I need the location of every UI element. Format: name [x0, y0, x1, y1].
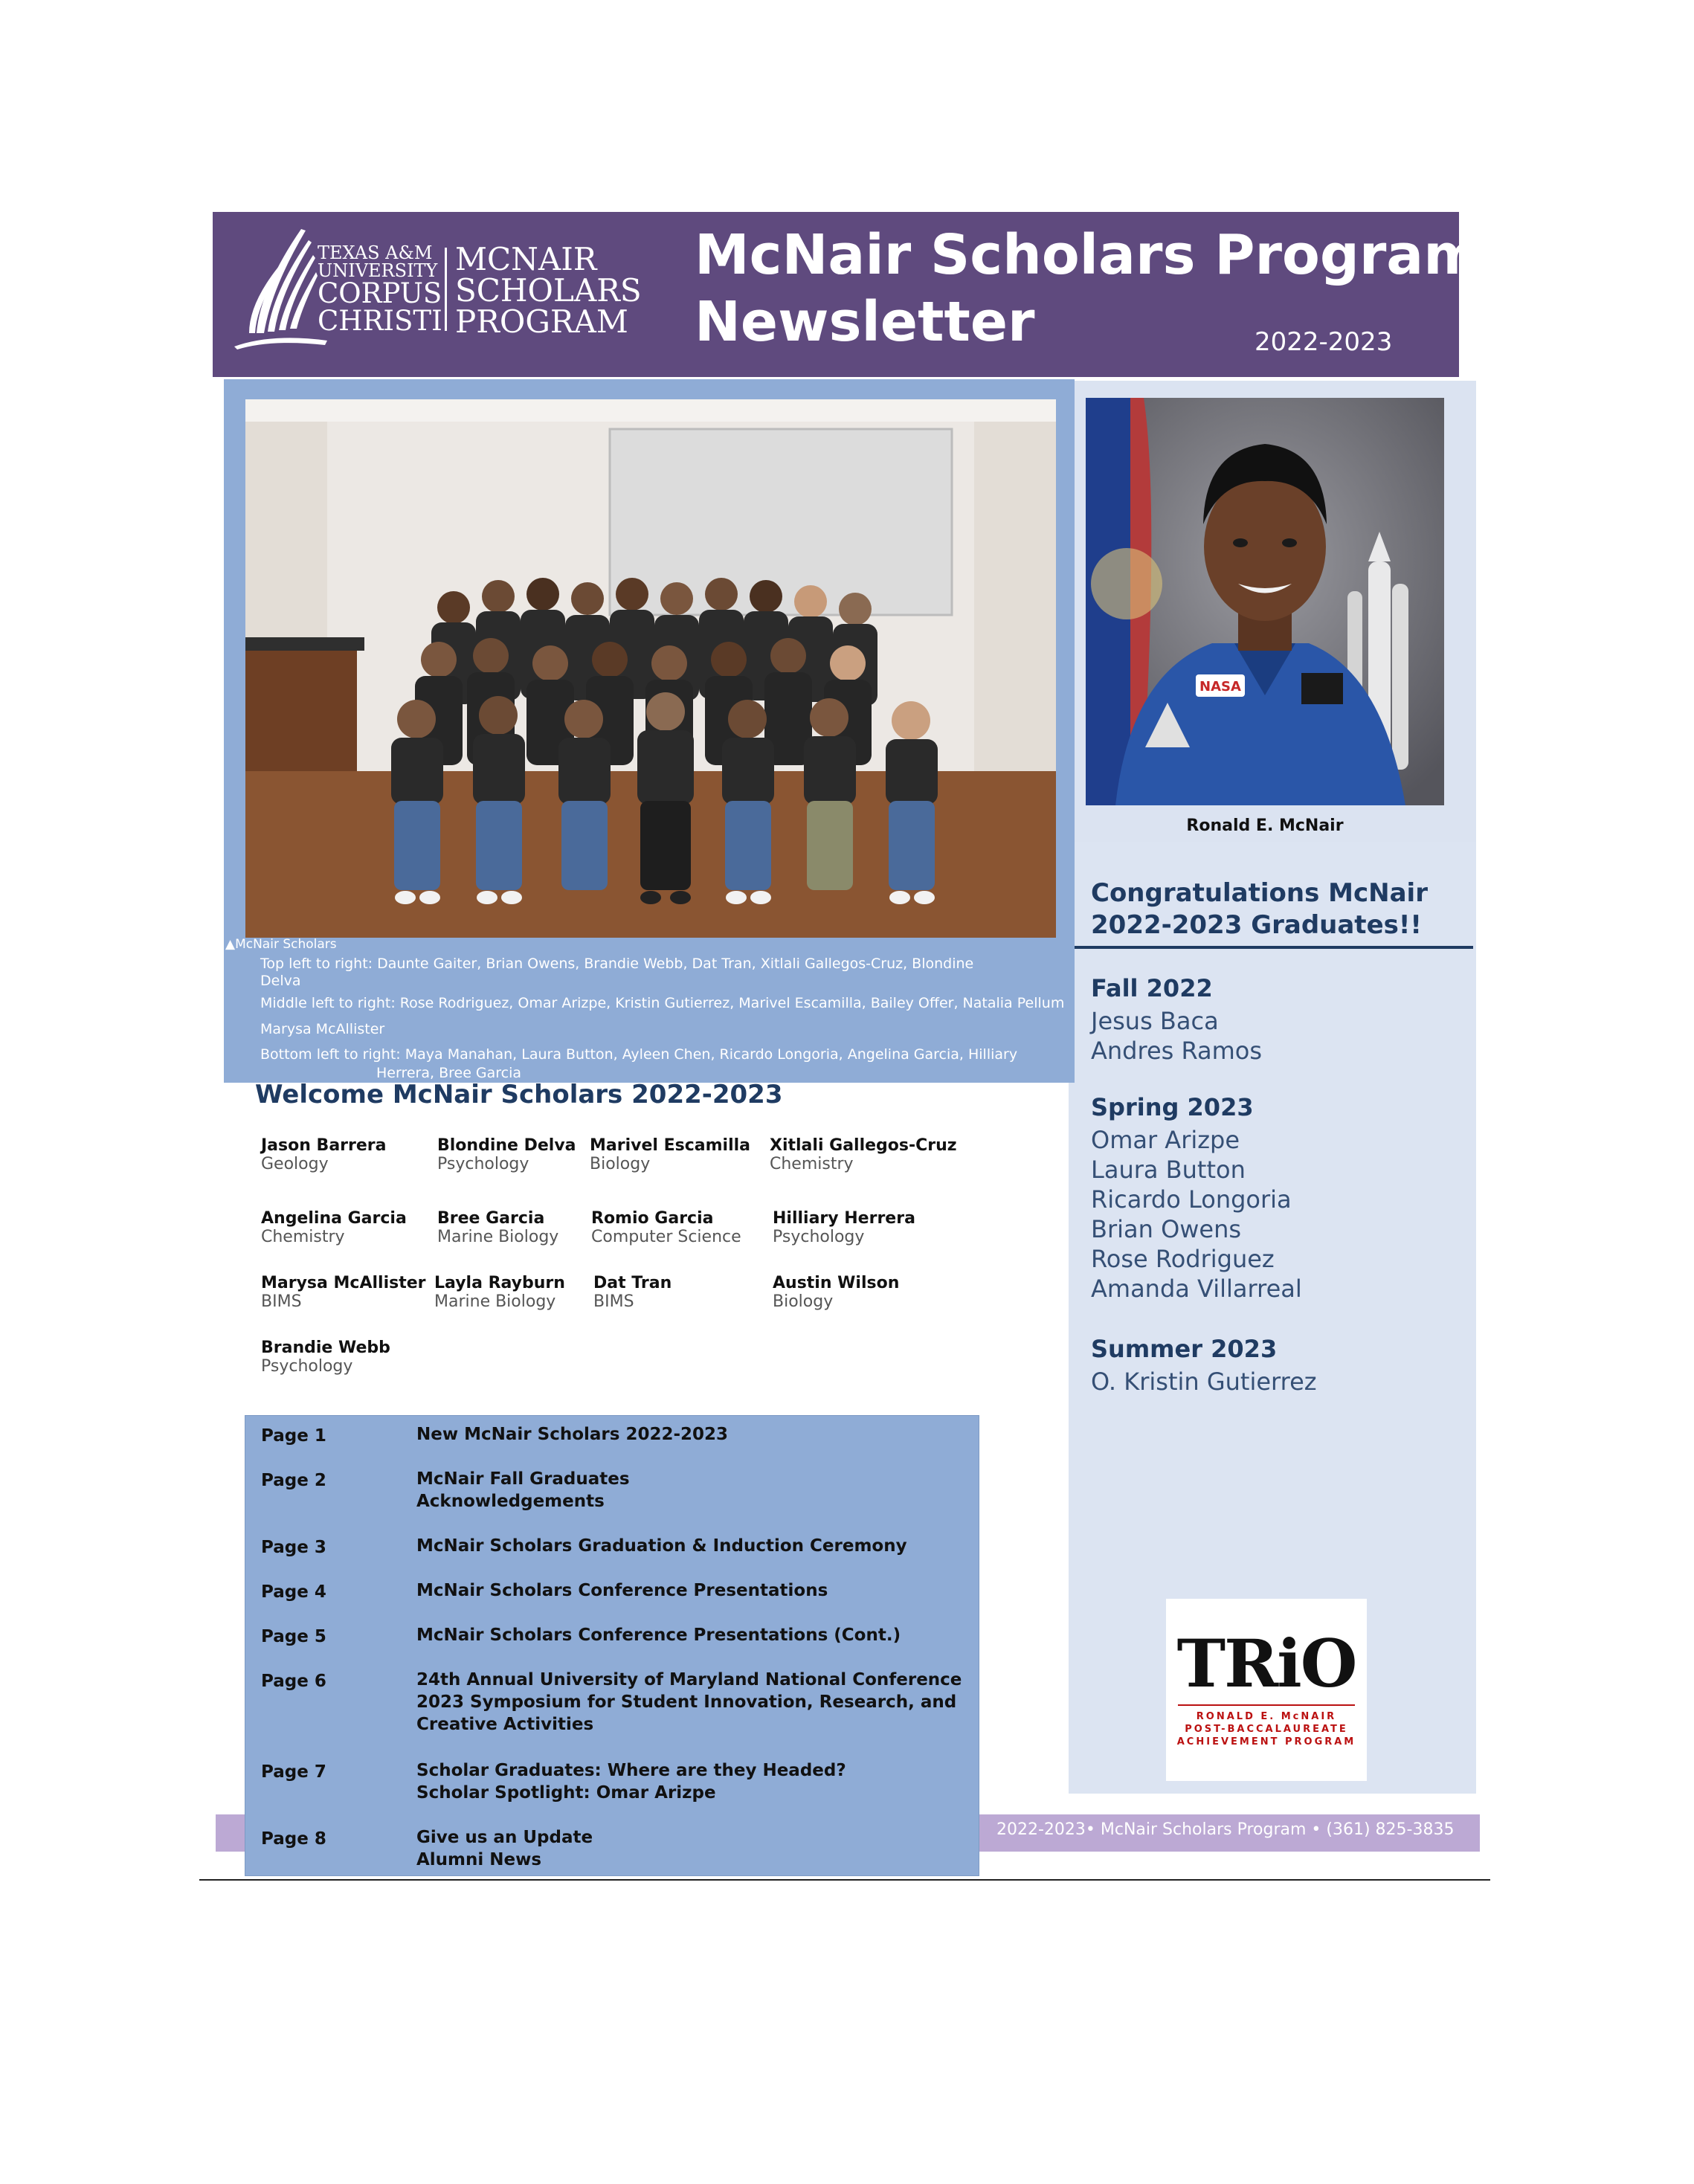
trio-subtitle: [1166, 1710, 1367, 1748]
graduate-name: Omar Arizpe: [1091, 1126, 1240, 1154]
scholar-name: Jason Barrera: [261, 1136, 387, 1155]
caption-title-text: McNair Scholars: [235, 937, 337, 952]
toc-entry-title: [416, 1468, 630, 1513]
scholar-entry: [773, 1274, 899, 1311]
scholar-name: Marysa McAllister: [261, 1274, 426, 1292]
logo-university-line-1: TEXAS A&M: [318, 242, 433, 263]
bottom-rule: [199, 1879, 1490, 1881]
footer-contact: 2022-2023• McNair Scholars Program • (361) 825-3835: [996, 1820, 1455, 1839]
toc-title-line: McNair Scholars Conference Presentations: [416, 1581, 828, 1600]
scholar-entry: [434, 1274, 565, 1311]
scholar-major: Psychology: [261, 1357, 353, 1376]
scholar-name: Angelina Garcia: [261, 1209, 407, 1228]
scholar-name: Xitlali Gallegos-Cruz: [770, 1136, 957, 1155]
group-photo-mcnair-scholars: [245, 399, 1056, 938]
graduate-name: Ricardo Longoria: [1091, 1185, 1292, 1214]
graduate-name: Jesus Baca: [1091, 1007, 1219, 1035]
toc-title-line: Alumni News: [416, 1850, 542, 1869]
toc-entry-title: [416, 1624, 901, 1646]
scholar-entry: [261, 1339, 390, 1376]
logo-university-line-4: CHRISTI: [318, 305, 442, 337]
ronald-mcnair-photo: [1086, 398, 1444, 805]
scholar-entry: [261, 1209, 407, 1246]
trio-wordmark: TRiO: [1176, 1625, 1356, 1702]
toc-title-line: McNair Scholars Graduation & Induction Ceremony: [416, 1536, 907, 1556]
toc-title-line: McNair Fall Graduates: [416, 1469, 630, 1489]
newsletter-title-line-2: Newsletter: [695, 290, 1035, 354]
graduate-list-fall-2022: [1091, 1006, 1262, 1066]
toc-page-number: Page 6: [261, 1672, 326, 1691]
trio-rule: [1178, 1704, 1355, 1706]
caption-line-4: Marysa McAllister: [260, 1021, 385, 1037]
toc-entry-title: [416, 1669, 962, 1736]
toc-page-number: Page 8: [261, 1829, 326, 1849]
graduate-name: Rose Rodriguez: [1091, 1245, 1275, 1273]
toc-entry-title: [416, 1826, 593, 1871]
trio-logo: [1166, 1599, 1367, 1781]
scholar-major: Marine Biology: [437, 1228, 559, 1246]
caption-line-2: Delva: [260, 973, 301, 989]
semester-heading-spring-2023: Spring 2023: [1091, 1093, 1254, 1121]
program-name: [455, 241, 642, 340]
scholar-entry: [437, 1209, 558, 1246]
graduate-list-summer-2023: [1091, 1367, 1317, 1397]
scholar-name: Marivel Escamilla: [590, 1136, 750, 1155]
scholar-entry: [590, 1136, 750, 1173]
photo-caption-title: [225, 937, 337, 952]
toc-title-line: 24th Annual University of Maryland National Conference: [416, 1670, 962, 1689]
scholar-name: Blondine Delva: [437, 1136, 576, 1155]
scholar-major: Psychology: [437, 1155, 529, 1173]
graduate-name: Brian Owens: [1091, 1215, 1242, 1243]
scholar-major: Marine Biology: [434, 1292, 556, 1311]
scholar-major: Chemistry: [261, 1228, 345, 1246]
toc-title-line: Give us an Update: [416, 1828, 593, 1847]
congrats-divider: [1072, 946, 1473, 949]
caption-line-6: Herrera, Bree Garcia: [376, 1065, 522, 1081]
toc-title-line: 2023 Symposium for Student Innovation, Research, and: [416, 1692, 957, 1712]
scholar-major: BIMS: [593, 1292, 634, 1311]
scholar-name: Hilliary Herrera: [773, 1209, 915, 1228]
logo-program-line-1: MCNAIR: [455, 241, 597, 277]
scholar-major: BIMS: [261, 1292, 302, 1311]
scholar-name: Austin Wilson: [773, 1274, 900, 1292]
scholar-major: Geology: [261, 1155, 329, 1173]
toc-entry-title: [416, 1535, 907, 1557]
graduate-name: O. Kristin Gutierrez: [1091, 1368, 1317, 1396]
toc-entry-title: [416, 1759, 846, 1804]
scholar-major: Psychology: [773, 1228, 865, 1246]
scholar-major: Computer Science: [591, 1228, 741, 1246]
congrats-line-1: Congratulations McNair: [1091, 878, 1428, 908]
scholar-entry: [591, 1209, 741, 1246]
trio-subtitle-line-3: ACHIEVEMENT PROGRAM: [1176, 1736, 1356, 1747]
toc-title-line: McNair Scholars Conference Presentations (Cont.): [416, 1626, 901, 1645]
toc-page-number: Page 4: [261, 1582, 326, 1602]
svg-text:NASA: NASA: [1199, 679, 1241, 695]
toc-title-line: New McNair Scholars 2022-2023: [416, 1425, 729, 1444]
logo-program-line-2: SCHOLARS: [455, 272, 642, 309]
logo-divider: [445, 248, 447, 331]
graduate-name: Andres Ramos: [1091, 1037, 1263, 1065]
triangle-up-icon: ▲: [225, 937, 236, 952]
scholar-major: Chemistry: [770, 1155, 854, 1173]
toc-page-number: Page 2: [261, 1471, 326, 1490]
university-name: [318, 244, 440, 335]
toc-page-number: Page 5: [261, 1627, 326, 1646]
caption-line-3: Middle left to right: Rose Rodriguez, Omar Arizpe, Kristin Gutierrez, Marivel Escamilla, Bailey Offer, Natalia Pellum: [260, 995, 1065, 1011]
logo-university-line-3: CORPUS: [318, 277, 442, 309]
toc-page-number: Page 3: [261, 1538, 326, 1557]
scholar-name: Romio Garcia: [591, 1209, 714, 1228]
scholar-entry: [593, 1274, 672, 1311]
scholar-name: Dat Tran: [593, 1274, 672, 1292]
scholar-major: Biology: [773, 1292, 834, 1311]
graduate-name: Laura Button: [1091, 1156, 1246, 1184]
scholar-entry: [773, 1209, 915, 1246]
mcnair-photo-caption: Ronald E. McNair: [1186, 816, 1344, 835]
graduate-name: Amanda Villarreal: [1091, 1275, 1302, 1303]
logo-university-line-2: UNIVERSITY: [318, 260, 438, 281]
scholar-entry: [770, 1136, 957, 1173]
newsletter-title-line-1: McNair Scholars Program: [695, 223, 1481, 287]
caption-line-1: Top left to right: Daunte Gaiter, Brian Owens, Brandie Webb, Dat Tran, Xitlali Gallegos-Cruz, Blondine: [260, 956, 974, 972]
toc-title-line: Acknowledgements: [416, 1492, 605, 1511]
tamucc-mcnair-logo: [227, 222, 658, 352]
caption-line-5: Bottom left to right: Maya Manahan, Laura Button, Ayleen Chen, Ricardo Longoria, Angelina Garcia, Hilliary: [260, 1046, 1018, 1063]
trio-subtitle-line-1: RONALD E. McNAIR: [1196, 1711, 1337, 1722]
graduate-list-spring-2023: [1091, 1125, 1302, 1304]
scholar-entry: [437, 1136, 576, 1173]
logo-program-line-3: PROGRAM: [455, 303, 628, 340]
scholar-major: Biology: [590, 1155, 651, 1173]
toc-title-line: Scholar Graduates: Where are they Headed?: [416, 1761, 846, 1780]
wing-logo-icon: [227, 222, 331, 352]
toc-page-number: Page 1: [261, 1426, 326, 1446]
congrats-line-2: 2022-2023 Graduates!!: [1091, 909, 1422, 940]
welcome-heading: Welcome McNair Scholars 2022-2023: [255, 1080, 783, 1109]
scholar-name: Brandie Webb: [261, 1339, 390, 1357]
toc-page-number: Page 7: [261, 1762, 326, 1782]
congrats-heading: [1091, 877, 1448, 941]
scholar-name: Bree Garcia: [437, 1209, 545, 1228]
semester-heading-summer-2023: Summer 2023: [1091, 1335, 1278, 1363]
toc-title-line: Creative Activities: [416, 1715, 594, 1734]
scholar-entry: [261, 1136, 387, 1173]
scholar-name: Layla Rayburn: [434, 1274, 565, 1292]
toc-entry-title: [416, 1579, 828, 1602]
semester-heading-fall-2022: Fall 2022: [1091, 974, 1213, 1002]
toc-title-line: Scholar Spotlight: Omar Arizpe: [416, 1783, 716, 1803]
trio-subtitle-line-2: POST-BACCALAUREATE: [1185, 1724, 1348, 1735]
scholar-entry: [261, 1274, 426, 1311]
toc-entry-title: [416, 1423, 728, 1446]
newsletter-year: 2022-2023: [1255, 327, 1393, 357]
